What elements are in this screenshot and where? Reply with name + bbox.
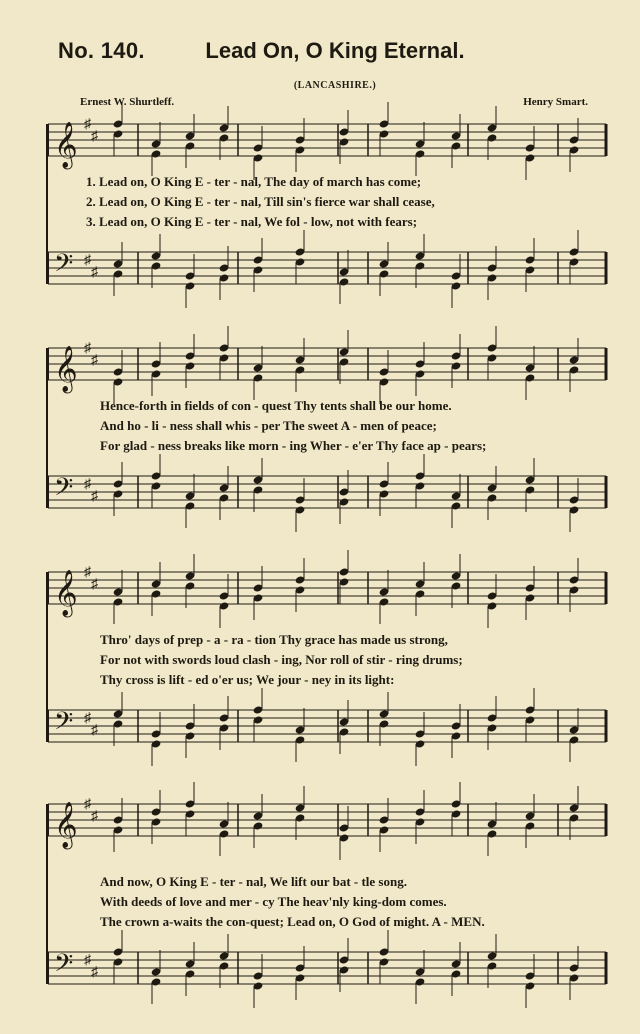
sharp-icon: ♯ [84, 253, 91, 268]
treble-clef-icon: 𝄞 [54, 122, 78, 168]
bass-clef-icon: 𝄢 [54, 949, 74, 984]
sharp-icon: ♯ [91, 723, 98, 738]
system-brace [46, 804, 48, 984]
lyric-verse-1: 1. Lead on, O King E - ter - nal, The day of march has come; [86, 174, 422, 189]
lyric-verse-3: 3. Lead on, O King E - ter - nal, We fol - low, not with fears; [86, 214, 418, 229]
sharp-icon: ♯ [84, 953, 91, 968]
system-brace [46, 572, 48, 742]
bass-clef-icon: 𝄢 [54, 473, 74, 508]
treble-staff [48, 340, 618, 430]
sharp-icon: ♯ [84, 341, 91, 356]
sharp-icon: ♯ [91, 809, 98, 824]
lyric-verse-1: Thro' days of prep - a - ra - tion Thy grace has made us strong, [100, 632, 448, 647]
lyricist-credit: Ernest W. Shurtleff. [80, 96, 175, 108]
lyric-verse-1: Hence-forth in fields of con - quest Thy tents shall be our home. [100, 398, 452, 413]
sharp-icon: ♯ [91, 489, 98, 504]
sharp-icon: ♯ [84, 565, 91, 580]
sharp-icon: ♯ [84, 711, 91, 726]
tune-name: (LANCASHIRE.) [293, 80, 377, 91]
treble-clef-icon: 𝄞 [54, 570, 78, 616]
treble-staff [48, 796, 618, 886]
sharp-icon: ♯ [91, 965, 98, 980]
lyric-verse-1: And now, O King E - ter - nal, We lift our bat - tle song. [100, 874, 407, 889]
composer-credit: Henry Smart. [523, 96, 588, 108]
hymn-title: Lead On, O King Eternal. [205, 38, 465, 63]
lyric-verse-2: And ho - li - ness shall whis - per The sweet A - men of peace; [100, 418, 437, 433]
lyric-verse-2: For not with swords loud clash - ing, Nor roll of stir - ring drums; [100, 652, 463, 667]
bass-staff [48, 702, 618, 792]
sharp-icon: ♯ [84, 117, 91, 132]
sharp-icon: ♯ [91, 353, 98, 368]
lyric-verse-3: For glad - ness breaks like morn - ing Wher - e'er Thy face ap - pears; [100, 438, 487, 453]
lyric-verse-2: 2. Lead on, O King E - ter - nal, Till sin's fierce war shall cease, [86, 194, 435, 209]
bass-staff [48, 944, 618, 1034]
bass-clef-icon: 𝄢 [54, 707, 74, 742]
system-brace [46, 124, 48, 284]
bass-staff [48, 244, 618, 334]
bass-staff [48, 468, 618, 558]
hymn-number: No. 140. [58, 38, 145, 63]
lyric-verse-3: The crown a-waits the con-quest; Lead on, O God of might. A - MEN. [100, 914, 485, 929]
sharp-icon: ♯ [91, 129, 98, 144]
system-brace [46, 348, 48, 508]
lyric-verse-2: With deeds of love and mer - cy The heav'nly king-dom comes. [100, 894, 447, 909]
sharp-icon: ♯ [84, 477, 91, 492]
sharp-icon: ♯ [91, 577, 98, 592]
sharp-icon: ♯ [91, 265, 98, 280]
sharp-icon: ♯ [84, 797, 91, 812]
bass-clef-icon: 𝄢 [54, 249, 74, 284]
treble-clef-icon: 𝄞 [54, 346, 78, 392]
treble-clef-icon: 𝄞 [54, 802, 78, 848]
lyric-verse-3: Thy cross is lift - ed o'er us; We jour - ney in its light: [100, 672, 395, 687]
treble-staff [48, 116, 618, 206]
